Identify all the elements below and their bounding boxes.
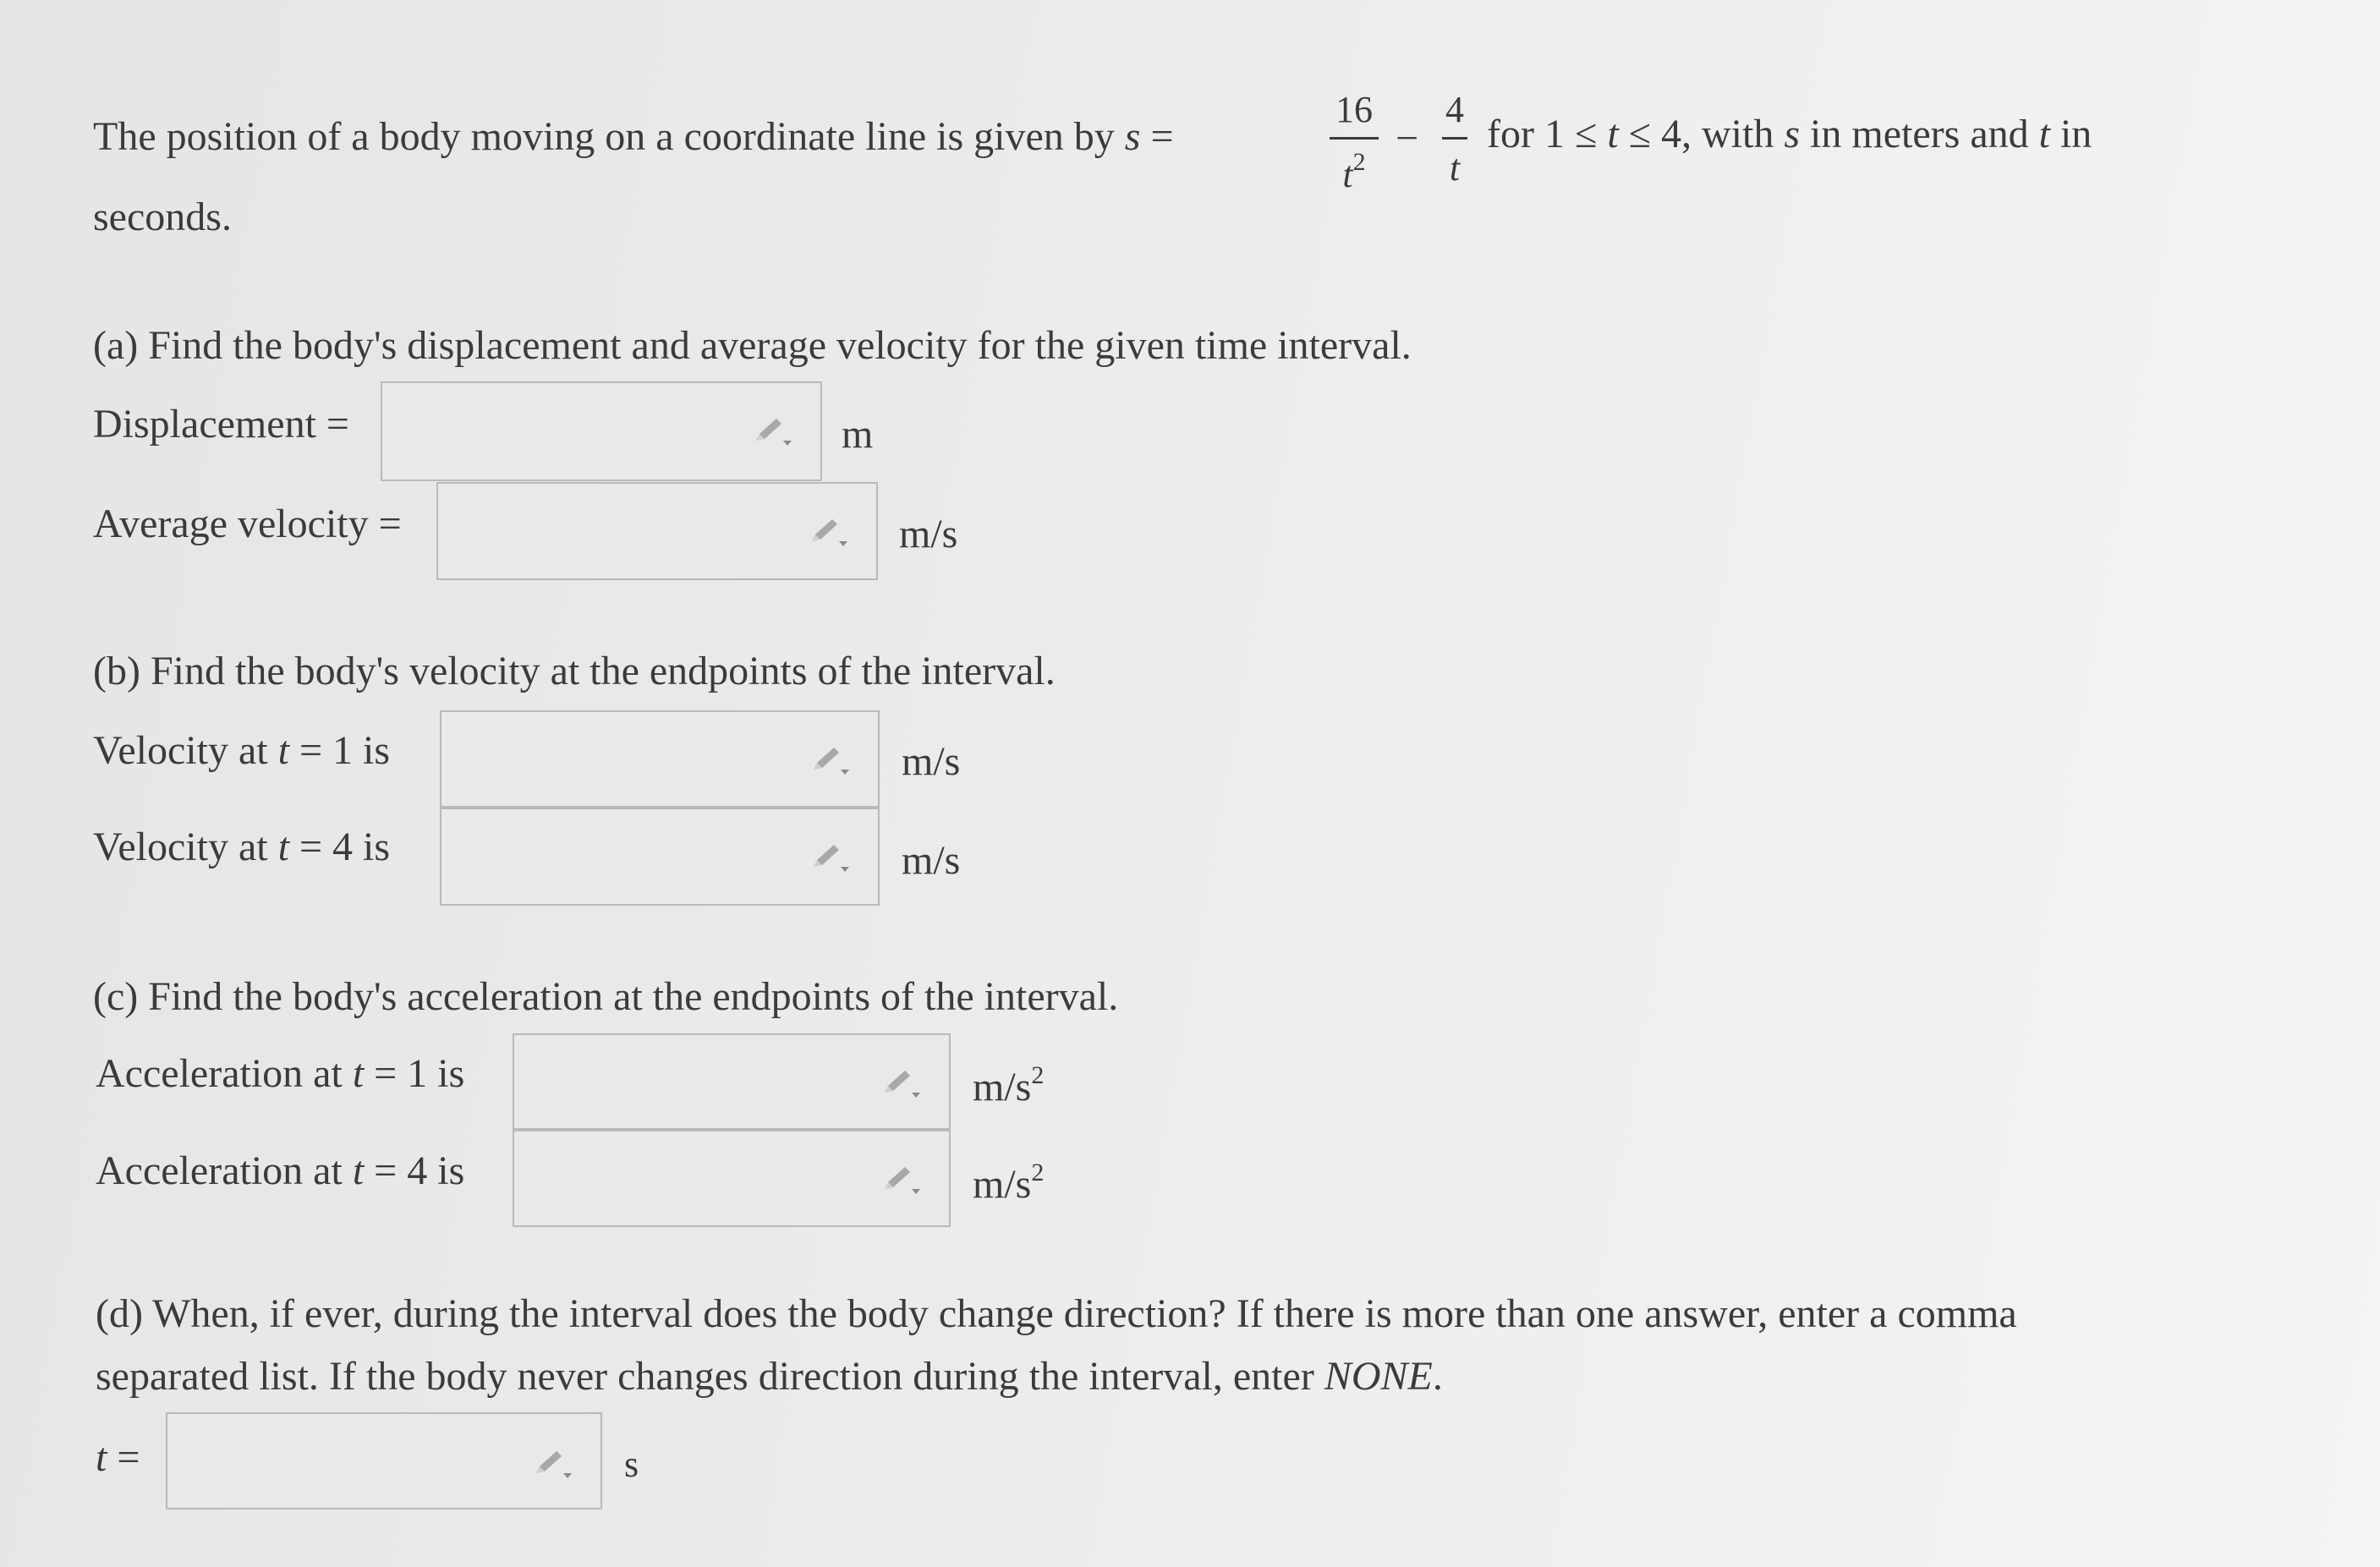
a1-unit-text: m/s [973,1065,1032,1110]
accel-t4-input[interactable] [513,1130,951,1227]
part-c-heading: (c) Find the body's acceleration at the endpoints of the interval. [93,974,1119,1019]
accel-t4-unit [973,1159,1044,1208]
den-var: t [1342,154,1353,195]
t-eq: = [117,1435,140,1480]
problem-statement-line2: seconds. [93,195,232,239]
problem-statement-line1 [93,114,1174,159]
part-a-heading: (a) Find the body's displacement and average velocity for the given time interval. [93,323,1412,368]
a4-unit-exp: 2 [1031,1159,1045,1186]
velocity-t1-label [93,728,391,773]
part-d-question-line1: (d) When, if ever, during the interval does the body change direction? If there is more than one answer, enter a comma [96,1291,2017,1336]
den-exponent: 2 [1352,148,1366,176]
accel-t4-label [96,1148,465,1193]
line2-end: . [1432,1354,1443,1399]
avg-velocity-unit: m/s [899,512,958,556]
v4-suffix: = 4 is [299,825,391,869]
minus-sign [1396,118,1418,159]
a1-suffix: = 1 is [374,1051,465,1096]
v4-var: t [277,825,289,869]
equals-sign: = [1150,114,1174,159]
part-b-heading: (b) Find the body's velocity at the endpoints of the interval. [93,649,1056,693]
a4-var: t [352,1148,365,1193]
a4-suffix: = 4 is [374,1148,465,1193]
velocity-t4-input[interactable] [440,808,880,906]
velocity-t1-input[interactable] [440,710,880,808]
a4-unit-text: m/s [973,1162,1032,1207]
v1-var: t [277,728,289,773]
displacement-input[interactable] [381,381,822,481]
none-keyword: NONE [1324,1354,1433,1399]
pencil-dropdown-icon[interactable] [810,744,854,778]
avg-velocity-input[interactable] [436,482,878,580]
v1-suffix: = 1 is [299,728,391,773]
range-var: t [1607,112,1619,156]
pencil-dropdown-icon[interactable] [881,1067,925,1101]
fraction-4-over-t [1442,91,1467,187]
part-d-question-line2 [96,1356,1443,1397]
accel-t1-label [96,1051,465,1096]
a1-var: t [352,1051,365,1096]
displacement-unit: m [842,412,874,457]
t-var: t [96,1435,107,1480]
accel-t1-input[interactable] [513,1033,951,1130]
a1-prefix: Acceleration at [96,1051,343,1096]
velocity-t1-unit: m/s [902,739,961,784]
with-t: t [2038,112,2050,156]
accel-t1-unit [973,1061,1044,1110]
fraction-denominator: t [1449,147,1461,189]
displacement-label: Displacement = [93,402,349,447]
pencil-dropdown-icon[interactable] [810,841,854,875]
direction-change-input[interactable] [166,1412,602,1509]
fraction-16-over-t2 [1330,91,1379,194]
pencil-dropdown-icon[interactable] [533,1448,577,1482]
range-end: ≤ 4, with [1628,112,1774,156]
var-s: s [1124,114,1141,159]
velocity-t4-unit: m/s [902,838,961,883]
minus-text: − [1396,116,1419,161]
fraction-numerator: 16 [1335,89,1373,130]
meters-and: in meters and [1810,112,2029,156]
pencil-dropdown-icon[interactable] [809,516,853,550]
fraction-numerator: 4 [1445,89,1464,130]
problem-statement-range [1487,114,2092,155]
avg-velocity-label: Average velocity = [93,501,402,546]
a4-prefix: Acceleration at [96,1148,343,1193]
v1-prefix: Velocity at [93,728,268,773]
range-for: for 1 ≤ [1487,112,1598,156]
intro-text: The position of a body moving on a coordinate line is given by [93,114,1115,159]
t-change-unit: s [624,1444,639,1485]
velocity-t4-label [93,827,390,868]
pencil-dropdown-icon[interactable] [753,415,797,449]
with-s: s [1784,112,1801,156]
t-change-label [96,1435,140,1480]
fraction-bar [1330,137,1379,140]
fraction-denominator [1330,150,1379,194]
pencil-dropdown-icon[interactable] [881,1164,925,1197]
v4-prefix: Velocity at [93,825,268,869]
in-word: in [2059,112,2092,156]
a1-unit-exp: 2 [1031,1061,1045,1089]
line2-start: separated list. If the body never changes direction during the interval, enter [96,1354,1314,1399]
fraction-bar [1442,137,1467,140]
